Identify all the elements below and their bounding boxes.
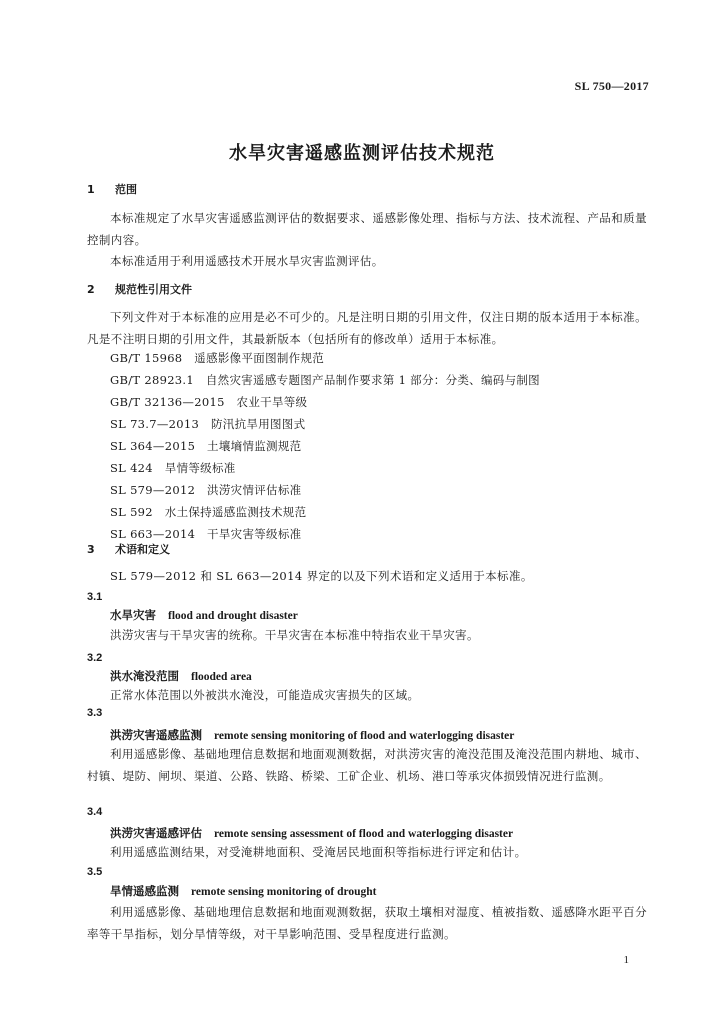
term-en: remote sensing monitoring of drought [191, 886, 377, 898]
term-zh: 旱情遥感监测 [110, 884, 179, 898]
reference-item: SL 424 旱情等级标准 [110, 461, 236, 475]
term-en: flood and drought disaster [168, 610, 298, 622]
section-1-paragraph-2: 本标准适用于利用遥感技术开展水旱灾害监测评估。 [110, 254, 384, 268]
section-number: 3 [87, 543, 95, 556]
term-number: 3.4 [87, 806, 103, 818]
term-heading [110, 825, 513, 841]
reference-item: GB/T 15968 遥感影像平面图制作规范 [110, 351, 325, 365]
term-definition: 洪涝灾害与干旱灾害的统称。干旱灾害在本标准中特指农业干旱灾害。 [110, 628, 479, 642]
reference-item: SL 364—2015 土壤墒情监测规范 [110, 439, 302, 453]
term-zh: 水旱灾害 [110, 608, 156, 622]
section-3-heading [87, 541, 170, 557]
reference-item: SL 73.7—2013 防汛抗旱用图图式 [110, 417, 306, 431]
term-en: remote sensing monitoring of flood and waterlogging disaster [214, 730, 515, 742]
term-heading [110, 668, 252, 684]
standard-number: SL 750—2017 [574, 79, 649, 93]
section-number: 2 [87, 283, 95, 296]
section-2-heading [87, 281, 192, 297]
term-number: 3.5 [87, 866, 103, 878]
section-2-paragraph-1: 下列文件对于本标准的应用是必不可少的。凡是注明日期的引用文件，仅注日期的版本适用于本标准。凡是不注明日期的引用文件，其最新版本（包括所有的修改单）适用于本标准。 [87, 310, 647, 346]
section-title: 范围 [115, 183, 137, 196]
section-title: 规范性引用文件 [115, 283, 192, 296]
term-heading [110, 727, 514, 743]
term-zh: 洪涝灾害遥感监测 [110, 728, 202, 742]
reference-item: GB/T 28923.1 自然灾害遥感专题图产品制作要求第 1 部分：分类、编码与制图 [110, 373, 540, 387]
term-en: flooded area [191, 671, 252, 683]
term-heading [110, 607, 298, 623]
section-number: 1 [87, 183, 95, 196]
term-definition: 利用遥感影像、基础地理信息数据和地面观测数据，对洪涝灾害的淹没范围及淹没范围内耕地、城市、村镇、堤防、闸坝、渠道、公路、铁路、桥梁、工矿企业、机场、港口等承灾体损毁情况进行监测。 [87, 747, 647, 783]
section-1-paragraph-1: 本标准规定了水旱灾害遥感监测评估的数据要求、遥感影像处理、指标与方法、技术流程、产品和质量控制内容。 [87, 211, 647, 247]
section-title: 术语和定义 [115, 543, 170, 556]
term-zh: 洪水淹没范围 [110, 669, 179, 683]
reference-item: GB/T 32136—2015 农业干旱等级 [110, 395, 308, 409]
reference-item: SL 579—2012 洪涝灾情评估标准 [110, 483, 302, 497]
term-number: 3.1 [87, 591, 103, 603]
section-3-paragraph-1: SL 579—2012 和 SL 663—2014 界定的以及下列术语和定义适用于本标准。 [110, 569, 533, 583]
term-definition: 利用遥感监测结果，对受淹耕地面积、受淹居民地面积等指标进行评定和估计。 [110, 845, 527, 859]
term-number: 3.3 [87, 707, 103, 719]
term-number: 3.2 [87, 652, 103, 664]
reference-item: SL 592 水土保持遥感监测技术规范 [110, 505, 307, 519]
term-definition: 利用遥感影像、基础地理信息数据和地面观测数据，获取土壤相对湿度、植被指数、遥感降水距平百分率等干旱指标，划分旱情等级，对干旱影响范围、受旱程度进行监测。 [87, 905, 647, 941]
term-en: remote sensing assessment of flood and waterlogging disaster [214, 828, 514, 840]
section-1-heading [87, 181, 137, 197]
term-definition: 正常水体范围以外被洪水淹没，可能造成灾害损失的区域。 [110, 688, 420, 702]
document-title: 水旱灾害遥感监测评估技术规范 [229, 143, 495, 164]
page-number: 1 [623, 954, 629, 966]
term-heading [110, 883, 377, 899]
term-zh: 洪涝灾害遥感评估 [110, 826, 202, 840]
reference-item: SL 663—2014 干旱灾害等级标准 [110, 527, 302, 541]
